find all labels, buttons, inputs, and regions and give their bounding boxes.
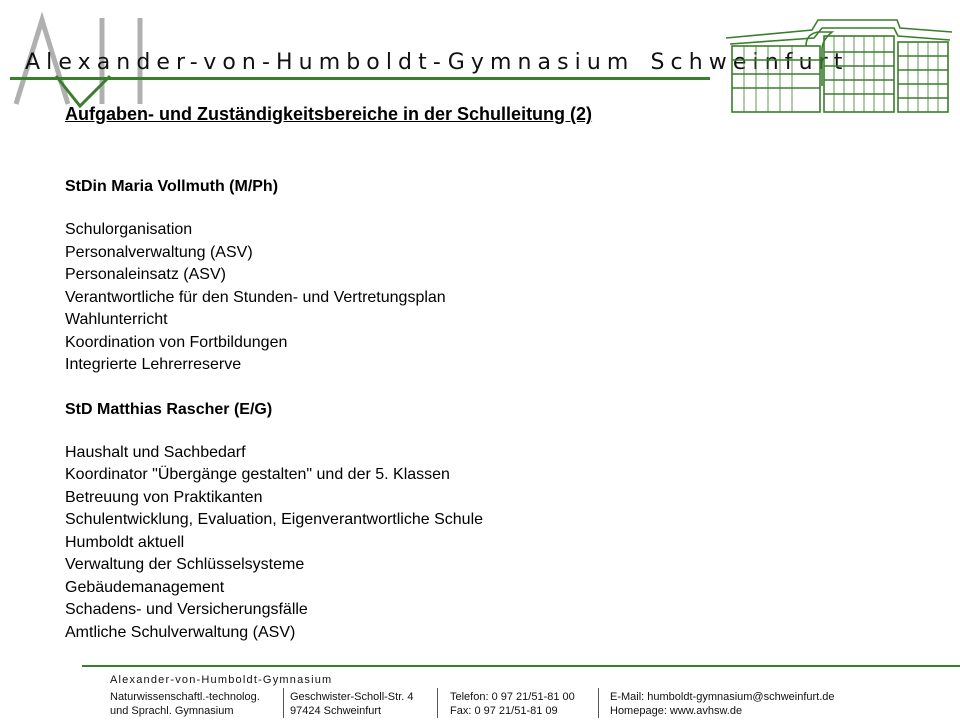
school-title-name: Alexander-von-Humboldt-Gymnasium xyxy=(25,50,635,75)
person-name: StD Matthias Rascher (E/G) xyxy=(65,400,273,418)
footer-line: Fax: 0 97 21/51-81 09 xyxy=(450,705,558,717)
task-item: Verwaltung der Schlüsselsysteme xyxy=(65,556,305,573)
person-section xyxy=(65,176,765,377)
footer-line: Geschwister-Scholl-Str. 4 xyxy=(290,691,414,703)
footer-homepage[interactable]: Homepage: www.avhsw.de xyxy=(610,705,743,717)
footer-rule xyxy=(82,665,960,667)
task-list xyxy=(65,219,765,377)
task-item: Verantwortliche für den Stunden- und Vertretungsplan xyxy=(65,288,446,306)
task-item: Amtliche Schulverwaltung (ASV) xyxy=(65,623,296,641)
task-item: Personaleinsatz (ASV) xyxy=(65,266,226,283)
page-heading: Aufgaben- und Zuständigkeitsbereiche in der Schulleitung (2) xyxy=(65,104,593,124)
footer-email[interactable]: E-Mail: humboldt-gymnasium@schweinfurt.de xyxy=(610,691,835,703)
responsibilities-content xyxy=(65,176,765,666)
school-title-city: Schweinfurt xyxy=(650,50,849,75)
footer-phone-fax xyxy=(450,690,575,718)
person-name: StDin Maria Vollmuth (M/Ph) xyxy=(65,178,279,195)
task-list xyxy=(65,442,765,645)
task-item: Wahlunterricht xyxy=(65,311,168,328)
task-item: Humboldt aktuell xyxy=(65,533,185,551)
task-item: Integrierte Lehrerreserve xyxy=(65,356,242,373)
footer-divider xyxy=(598,688,599,718)
footer-divider xyxy=(283,688,284,718)
footer-address xyxy=(290,690,413,718)
task-item: Koordinator "Übergänge gestalten" und der 5. Klassen xyxy=(65,466,450,483)
footer-contact xyxy=(610,690,835,718)
task-item: Personalverwaltung (ASV) xyxy=(65,243,253,261)
task-item: Koordination von Fortbildungen xyxy=(65,333,288,351)
footer-line: Telefon: 0 97 21/51-81 00 xyxy=(450,691,575,703)
task-item: Gebäudemanagement xyxy=(65,578,225,596)
task-item: Schadens- und Versicherungsfälle xyxy=(65,601,308,618)
task-item: Schulorganisation xyxy=(65,221,193,238)
task-item: Schulentwicklung, Evaluation, Eigenverantwortliche Schule xyxy=(65,511,484,528)
task-item: Haushalt und Sachbedarf xyxy=(65,443,246,461)
footer-line: Naturwissenschaftl.-technolog. xyxy=(110,691,260,703)
person-section xyxy=(65,399,765,645)
footer-school-type xyxy=(110,690,260,718)
footer-line: und Sprachl. Gymnasium xyxy=(110,705,234,717)
task-item: Betreuung von Praktikanten xyxy=(65,488,263,506)
header-rule xyxy=(10,77,710,80)
school-building-illustration xyxy=(722,16,954,116)
footer-line: 97424 Schweinfurt xyxy=(290,705,382,717)
footer-divider xyxy=(437,688,438,718)
footer-school-name: Alexander-von-Humboldt-Gymnasium xyxy=(110,674,333,686)
